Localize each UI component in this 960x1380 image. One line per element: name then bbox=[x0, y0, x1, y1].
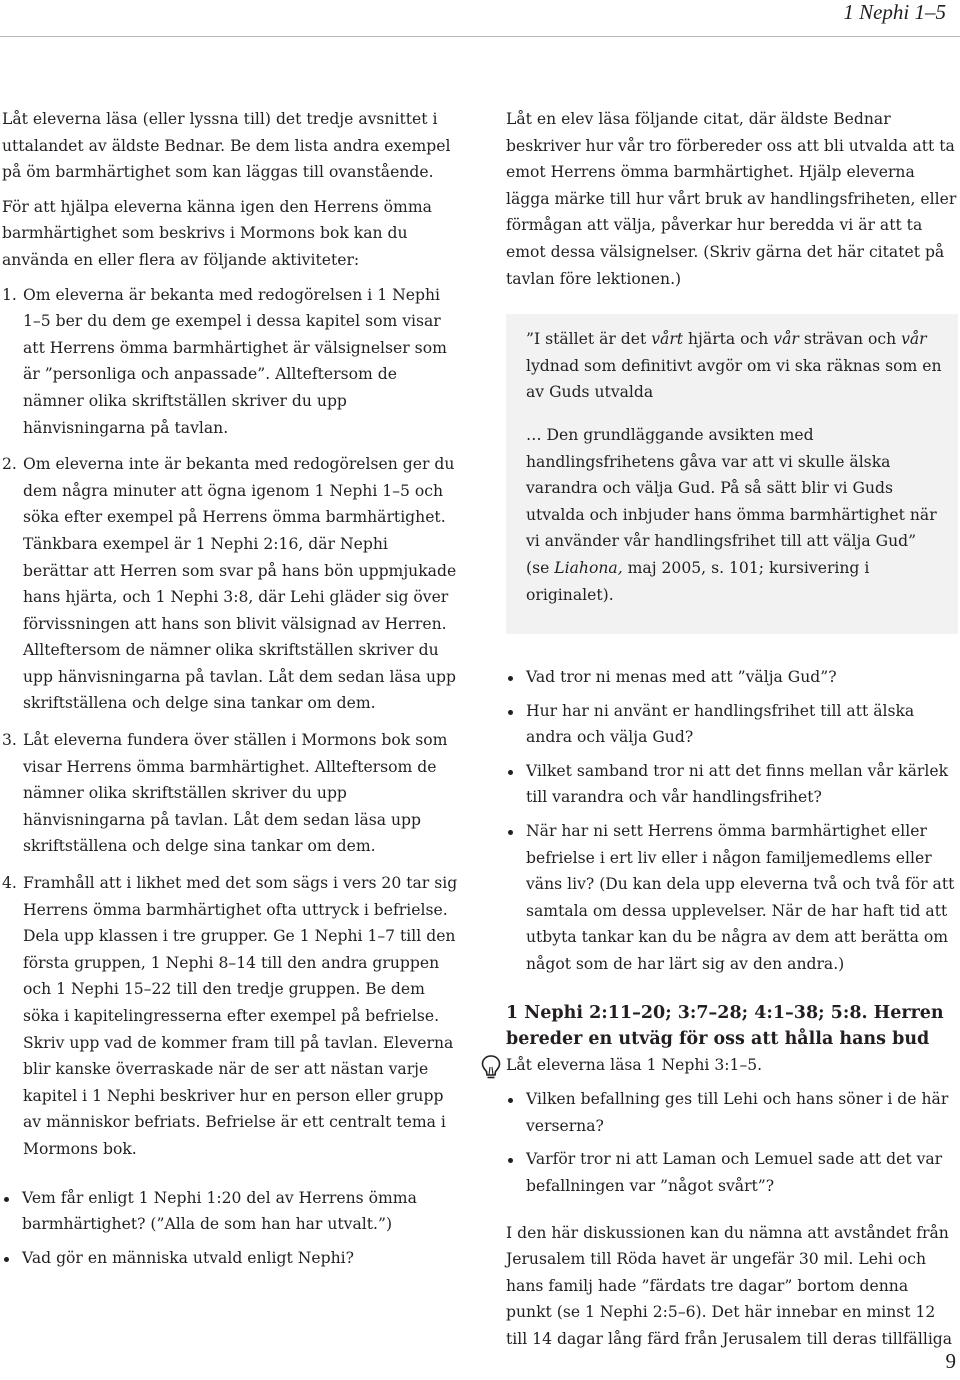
list-item: Varför tror ni att Laman och Lemuel sade att det var befallningen var ”något svårt”? bbox=[506, 1146, 958, 1199]
list-item: När har ni sett Herrens ömma barmhärtighet eller befrielse i ert liv eller i någon familjemedlems eller väns liv? (Du kan dela upp eleverna två och två för att samtala om dessa upplevelser. När de har haft tid att utbyta tankar kan du be några av dem att berätta om något som de har lärt sig av den andra.) bbox=[506, 818, 958, 978]
left-intro-paragraph: Låt eleverna läsa (eller lyssna till) det tredje avsnittet i uttalandet av äldste Bednar. Be dem lista andra exempel på öm barmhärtighet som kan läggas till ovanstående. bbox=[2, 110, 451, 182]
activity-item-1 bbox=[2, 282, 458, 442]
section-question-list bbox=[506, 1086, 958, 1199]
closing-paragraph: I den här diskussionen kan du nämna att avståndet från Jerusalem till Röda havet är ungefär 30 mil. Lehi och hans familj hade ”färdats tre dagar” bortom denna punkt (se 1 Nephi 2:5–6). Det här innebar en minst 12 till 14 dagar lång färd från Jerusalem till deras tillfälliga bbox=[506, 1223, 953, 1348]
instruction-text: Låt eleverna läsa 1 Nephi 3:1–5. bbox=[506, 1055, 763, 1074]
left-question-list bbox=[2, 1185, 458, 1272]
list-item: Vem får enligt 1 Nephi 1:20 del av Herrens ömma barmhärtighet? (”Alla de som han har utvalt.”) bbox=[2, 1185, 458, 1238]
lightbulb-icon bbox=[480, 1054, 502, 1080]
page-number: 9 bbox=[945, 1349, 956, 1373]
header-rule bbox=[0, 36, 960, 37]
right-question-list bbox=[506, 664, 958, 978]
activity-text: Om eleverna är bekanta med redogörelsen i 1 Nephi 1–5 ber du dem ge exempel i dessa kapitel som visar att Herrens ömma barmhärtighet är välsignelser som är ”personliga och anpassade”. Allteftersom de nämner olika skriftställen skriver du upp hänvisningarna på tavlan. bbox=[23, 285, 447, 437]
quote-paragraph-1 bbox=[526, 326, 942, 406]
section-instruction bbox=[506, 1052, 958, 1079]
activity-text: Låt eleverna fundera över ställen i Mormons bok som visar Herrens ömma barmhärtighet. Allteftersom de nämner olika skriftställen skriver du upp hänvisningarna på tavlan. Låt dem sedan läsa upp skriftställena och delge sina tankar om dem. bbox=[23, 731, 448, 856]
activity-number: 3. bbox=[2, 731, 17, 750]
activity-item-4 bbox=[2, 870, 458, 1163]
activity-item-2 bbox=[2, 451, 458, 717]
left-column bbox=[2, 106, 458, 1278]
section-heading: 1 Nephi 2:11–20; 3:7–28; 4:1–38; 5:8. Herren bereder en utväg för oss att hålla hans bud bbox=[506, 1002, 944, 1049]
left-activities-intro: För att hjälpa eleverna känna igen den Herrens ömma barmhärtighet som beskrivs i Mormons bok kan du använda en eller flera av följande aktiviteter: bbox=[2, 197, 432, 269]
quote-text: strävan och bbox=[798, 330, 902, 349]
list-item: Vilken befallning ges till Lehi och hans söner i de här verserna? bbox=[506, 1086, 958, 1139]
quote-emphasis: vårt bbox=[651, 330, 684, 349]
quote-paragraph-2 bbox=[526, 422, 942, 608]
right-intro-paragraph: Låt en elev läsa följande citat, där äldste Bednar beskriver hur vår tro förbereder oss att bli utvalda att ta emot Herrens ömma barmhärtighet. Hjälp eleverna lägga märke till hur vårt bruk av handlingsfriheten, eller förmågan att välja, påverkar hur beredda vi är att ta emot dessa välsignelser. (Skriv gärna det här citatet på tavlan före lektionen.) bbox=[506, 110, 957, 288]
list-item: Vad gör en människa utvald enligt Nephi? bbox=[2, 1245, 458, 1272]
activity-number: 2. bbox=[2, 455, 17, 474]
running-head: 1 Nephi 1–5 bbox=[843, 0, 946, 24]
activity-number: 4. bbox=[2, 874, 17, 893]
activity-list bbox=[2, 282, 458, 1163]
activity-item-3 bbox=[2, 727, 458, 860]
quote-text: hjärta och bbox=[683, 330, 774, 349]
quote-text: lydnad som definitivt avgör om vi ska räknas som en av Guds utvalda bbox=[526, 356, 942, 402]
right-column bbox=[506, 106, 958, 1353]
list-item: Vilket samband tror ni att det finns mellan vår kärlek till varandra och vår handlingsfrihet? bbox=[506, 758, 958, 811]
activity-text: Framhåll att i likhet med det som sägs i vers 20 tar sig Herrens ömma barmhärtighet ofta uttryck i befrielse. Dela upp klassen i tre grupper. Ge 1 Nephi 1–7 till den första gruppen, 1 Nephi 8–14 till den andra gruppen och 1 Nephi 15–22 till den tredje gruppen. Be dem söka i kapitelingresserna efter exempel på befrielse. Skriv upp vad de kommer fram till på tavlan. Eleverna blir kanske överraskade när de ser att nästan varje kapitel i 1 Nephi beskriver hur en person eller grupp av människor befriats. Befrielse är ett centralt tema i Mormons bok. bbox=[23, 874, 458, 1158]
list-item: Hur har ni använt er handlingsfrihet till att älska andra och välja Gud? bbox=[506, 698, 958, 751]
quote-citation-title: Liahona, bbox=[554, 558, 623, 577]
list-item: Vad tror ni menas med att ”välja Gud”? bbox=[506, 664, 958, 691]
activity-text: Om eleverna inte är bekanta med redogörelsen ger du dem några minuter att ögna igenom 1 Nephi 1–5 och söka efter exempel på Herrens ömma barmhärtighet. Tänkbara exempel är 1 Nephi 2:16, där Nephi berättar att Herren som svar på hans bön uppmjukade hans hjärta, och 1 Nephi 3:8, där Lehi gläder sig över förvissningen att hans son blivit välsignad av Herren. Allteftersom de nämner olika skriftställen skriver du upp hänvisningarna på tavlan. Låt dem sedan läsa upp skriftställena och delge sina tankar om dem. bbox=[23, 455, 457, 713]
quote-text: … Den grundläggande avsikten med handlingsfrihetens gåva var att vi skulle älska varandra och välja Gud. På så sätt blir vi Guds utvalda och inbjuder hans ömma barmhärtighet när vi använder vår handlingsfrihet till att välja Gud” (se bbox=[526, 425, 937, 577]
quote-text: ”I stället är det bbox=[526, 330, 652, 349]
quote-box bbox=[506, 314, 958, 634]
quote-emphasis: vår bbox=[773, 330, 799, 349]
quote-text: maj 2005, s. 101; kursivering i originalet). bbox=[526, 558, 870, 604]
quote-emphasis: vår bbox=[901, 330, 927, 349]
activity-number: 1. bbox=[2, 285, 17, 304]
